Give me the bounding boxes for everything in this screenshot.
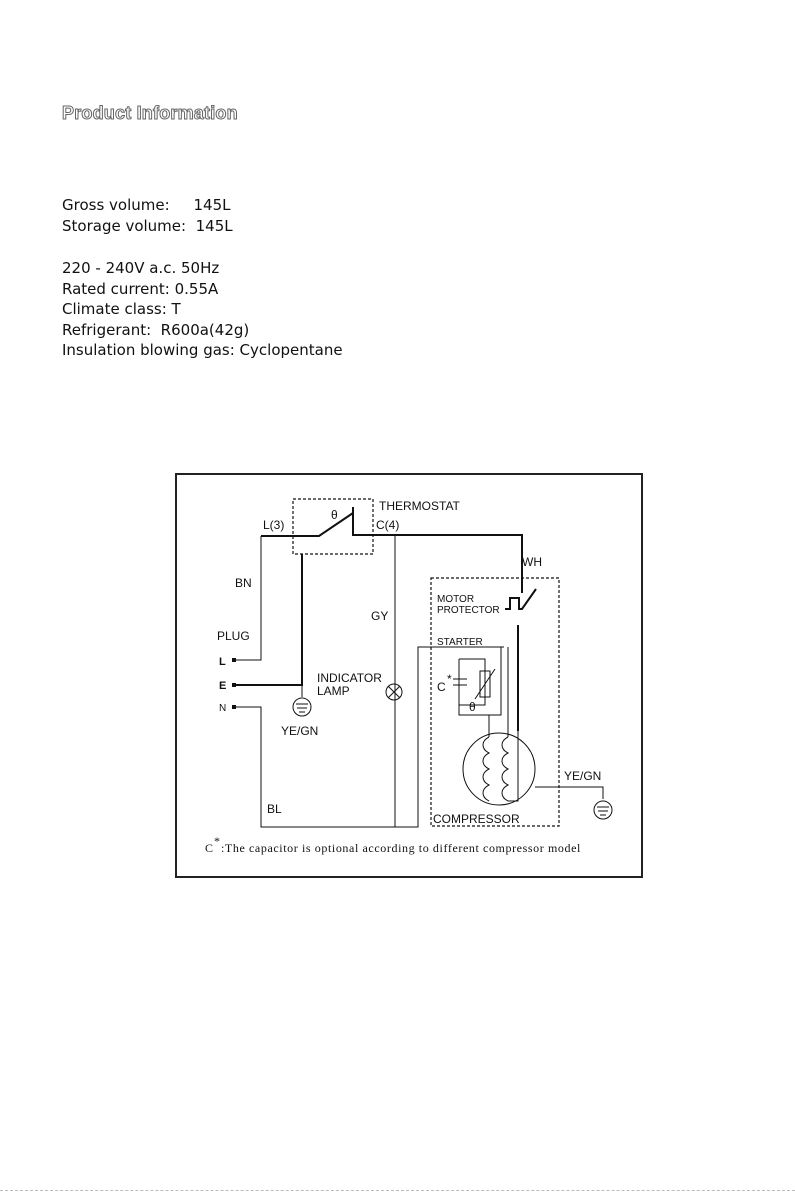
- spec-refrigerant: Refrigerant: R600a(42g): [62, 320, 250, 339]
- capacitor-note-star: *: [214, 834, 221, 848]
- compressor-motor-icon: [463, 733, 535, 805]
- volume-specs: [62, 195, 233, 236]
- bl-label: BL: [267, 802, 282, 816]
- page-heading: Product Information: [62, 103, 238, 123]
- gy-label: GY: [371, 609, 389, 623]
- starter-theta: θ: [469, 700, 476, 714]
- earth-left-icon: [293, 698, 311, 716]
- wiring-diagram: [175, 473, 643, 878]
- spec-voltage: 220 - 240V a.c. 50Hz: [62, 259, 220, 277]
- motor-protector-label-2: PROTECTOR: [437, 605, 500, 616]
- spec-storage-volume: Storage volume: 145L: [62, 216, 233, 235]
- capacitor-star: *: [447, 672, 452, 686]
- compressor-label: COMPRESSOR: [433, 812, 520, 826]
- spec-rated-current: Rated current: 0.55A: [62, 279, 219, 298]
- earth-right-icon: [594, 801, 612, 819]
- ye-gn-right-label: YE/GN: [564, 769, 602, 783]
- capacitor-label: C: [437, 680, 446, 694]
- wiring-diagram-svg: [177, 475, 645, 880]
- earth-wire: [235, 554, 302, 685]
- terminal-c4-label: C(4): [376, 518, 400, 532]
- plug-label: PLUG: [217, 629, 250, 643]
- terminal-l3-label: L(3): [263, 518, 285, 532]
- capacitor-note: :The capacitor is optional according to different compressor model: [221, 841, 581, 855]
- spec-gross-volume: Gross volume: 145L: [62, 196, 231, 214]
- wh-label: WH: [522, 555, 542, 569]
- spec-blowing-gas: Insulation blowing gas: Cyclopentane: [62, 341, 343, 359]
- capacitor-symbol: [453, 659, 467, 715]
- electrical-specs: [62, 258, 343, 361]
- plug-pin-e: E: [219, 680, 227, 692]
- starter-label: STARTER: [437, 637, 483, 648]
- capacitor-note-prefix: C: [205, 841, 214, 855]
- bn-label: BN: [235, 576, 252, 590]
- motor-protector-switch: [505, 583, 536, 731]
- page-bottom-rule: [0, 1190, 795, 1191]
- plug-pin-l: L: [219, 656, 226, 668]
- ye-gn-left-label: YE/GN: [281, 724, 319, 738]
- thermostat-theta: θ: [331, 508, 338, 522]
- earth-right-wire: [535, 787, 603, 799]
- spec-climate-class: Climate class: T: [62, 300, 181, 318]
- thermostat-label: THERMOSTAT: [379, 499, 460, 513]
- plug-pin-n: N: [219, 703, 227, 714]
- indicator-label-2: LAMP: [317, 684, 350, 698]
- motor-protector-label-1: MOTOR: [437, 594, 475, 605]
- indicator-label-1: INDICATOR: [317, 671, 382, 685]
